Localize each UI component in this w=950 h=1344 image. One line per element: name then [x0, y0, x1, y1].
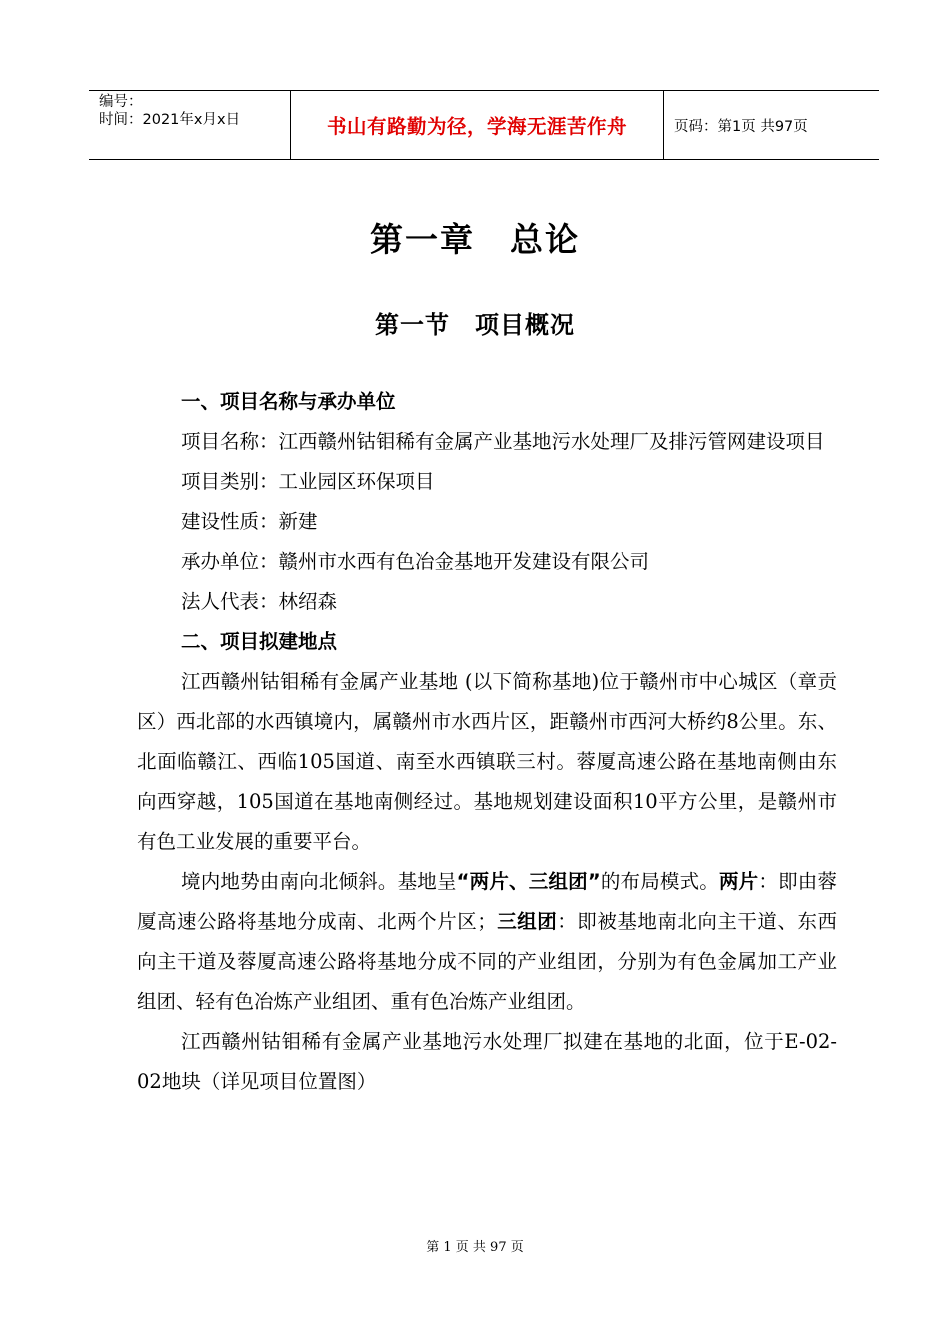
text-run: 的布局模式。 — [600, 870, 719, 893]
text-run: ：即被基地南北向主干道、东西向主干道及蓉厦高速公路将基地分成不同的产业组团，分别为有色金属加工产业组团、轻有色冶炼产业组团、重有色冶炼产业组团。 — [137, 910, 837, 1013]
field-label: 项目名称： — [181, 430, 279, 453]
field-label: 法人代表： — [181, 590, 279, 613]
field-value: 江西赣州钴钼稀有金属产业基地污水处理厂及排污管网建设项目 — [278, 430, 825, 453]
field-value: 工业园区环保项目 — [278, 470, 435, 493]
bold-text-run: “两片、三组团” — [456, 870, 601, 893]
paragraph-location: 江西赣州钴钼稀有金属产业基地 (以下简称基地)位于赣州市中心城区（章贡区）西北部的水西镇境内，属赣州市水西片区，距赣州市西河大桥约8公里。东、北面临赣江、西临105国道、南至水西镇联三村。蓉厦高速公路在基地南侧由东向西穿越，105国道在基地南侧经过。基地规划建设面积10平方公里，是赣州市有色工业发展的重要平台。 — [137, 670, 837, 853]
chapter-title: 第一章 总论 — [370, 220, 580, 259]
page-footer: 第 1 页 共 97 页 — [426, 1240, 524, 1255]
paragraph-layout — [137, 862, 837, 1022]
paragraph-plant-site: 江西赣州钴钼稀有金属产业基地污水处理厂拟建在基地的北面，位于E-02-02地块（详见项目位置图） — [137, 1030, 837, 1093]
document-body — [137, 382, 837, 1102]
text-run: 境内地势由南向北倾斜。基地呈 — [181, 870, 457, 893]
document-number-label: 编号： — [99, 94, 143, 110]
field-project-name — [137, 422, 837, 462]
field-project-type — [137, 462, 837, 502]
bold-text-run: 两片 — [718, 870, 759, 893]
section-title: 第一节 项目概况 — [375, 311, 575, 339]
field-value: 林绍森 — [278, 590, 338, 613]
field-construction-nature — [137, 502, 837, 542]
field-label: 建设性质： — [181, 510, 279, 533]
heading-project-location: 二、项目拟建地点 — [181, 630, 338, 653]
field-legal-representative — [137, 582, 837, 622]
field-label: 项目类别： — [181, 470, 279, 493]
bold-text-run: 三组团 — [496, 910, 558, 933]
field-label: 承办单位： — [181, 550, 279, 573]
header-left — [99, 93, 240, 129]
header-page-info: 页码：第1页 共97页 — [674, 119, 808, 135]
field-undertaker — [137, 542, 837, 582]
document-time-label: 时间：2021年x月x日 — [99, 112, 241, 128]
field-value: 新建 — [278, 510, 318, 533]
text-run: ：即由蓉厦高速公路将基地分成南、北两个片区； — [137, 870, 837, 933]
page-header — [89, 90, 879, 160]
field-value: 赣州市水西有色冶金基地开发建设有限公司 — [278, 550, 650, 573]
header-motto: 书山有路勤为径，学海无涯苦作舟 — [290, 91, 664, 159]
heading-project-name-unit: 一、项目名称与承办单位 — [181, 390, 396, 413]
